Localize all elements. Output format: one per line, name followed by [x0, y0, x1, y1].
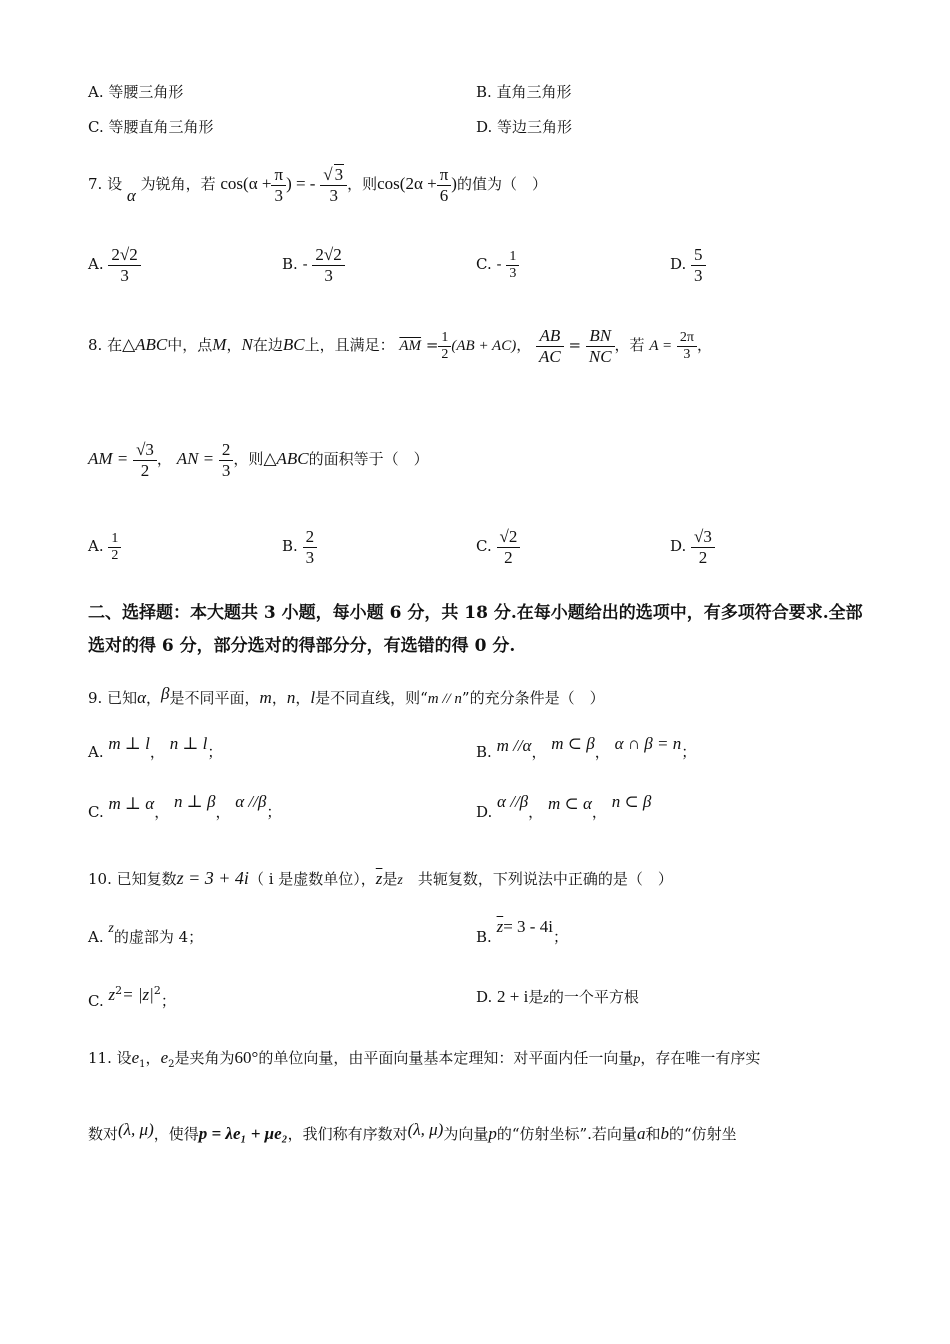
q10-d-label: D.: [476, 988, 493, 1006]
q8-stem-line2: AM = $\frac{√3}{2}$ ， AN = $\frac{2}{3}$ ，则△ABC的面积等于（ ）: [88, 439, 429, 480]
q10-b-value: = 3 - 4i: [503, 917, 553, 936]
q8-text6: 的面积等于（ ）: [308, 450, 429, 468]
q9-d-comma2: ，: [591, 803, 607, 821]
q8-am-lhs: AM =: [88, 449, 129, 468]
q10-b-zbar: $\overline{z}$: [496, 917, 504, 936]
q8-sep: ，: [226, 336, 242, 354]
q8-half-den: 2: [441, 346, 449, 362]
q8-triangle2: △ABC: [263, 449, 309, 468]
q7-pi-over-3: [271, 165, 286, 206]
q11-vec-a: a: [636, 1124, 646, 1143]
q7-pi-b: π: [437, 165, 452, 186]
q9-b-comma1: ，: [531, 743, 547, 761]
q7-pi: π: [271, 165, 286, 186]
q8-text1: 中，点: [167, 336, 213, 354]
q7-option-a: [88, 238, 141, 290]
q7-number: 7. 设: [88, 175, 123, 193]
q7-d-value: [691, 245, 706, 286]
q11-number: 11. 设: [88, 1049, 132, 1067]
q11-pair: (λ, μ): [118, 1120, 154, 1139]
q8-nc: NC: [588, 346, 612, 366]
q9-a-label: A.: [88, 743, 104, 761]
q9-b-label: B.: [476, 743, 492, 761]
q10-number: 10. 已知复数: [88, 870, 177, 888]
q7-ask: 的值为（ ）: [456, 175, 547, 193]
q7-stem: [88, 162, 547, 206]
q8-point-n: N: [241, 335, 253, 354]
q11-line2-c: ，我们称有序数对: [287, 1125, 408, 1143]
q8-number: 8. 在: [88, 336, 123, 354]
q10-c-end: ；: [160, 992, 176, 1010]
q8-am-text: $\overline{AM}$: [399, 338, 422, 354]
q8-ab: AB: [536, 326, 564, 347]
q11-line2-g: 的“仿射坐: [668, 1125, 737, 1143]
q8-ratio-ab-ac: [536, 326, 564, 367]
q7-then: ，则: [347, 175, 378, 193]
q9-n: n: [286, 688, 296, 707]
q10-c-label: C.: [88, 992, 104, 1010]
q11-text-b: 是夹角为: [174, 1049, 235, 1067]
q8-option-b: [282, 520, 317, 572]
q11-text-d: ，存在唯一有序实: [640, 1049, 761, 1067]
q7-b-label: B.: [282, 255, 298, 273]
q10-option-b: [476, 917, 568, 954]
q7-three: 3: [274, 185, 284, 205]
q11-p: p: [633, 1052, 641, 1067]
q7-a-value: [108, 245, 140, 286]
q9-d-label: D.: [476, 803, 493, 821]
q8-d-label: D.: [670, 537, 687, 555]
section-2-heading: 二、选择题：本大题共 3 小题，每小题 6 分，共 18 分.在每小题给出的选项中，有多项符合要求.全部选对的得 6 分，部分选对的得部分分，有选错的得 0 分.: [88, 603, 863, 656]
q8-b-label: B.: [282, 537, 298, 555]
q11-line2-a: 数对: [88, 1125, 119, 1143]
q10-b-end: ；: [552, 928, 568, 946]
q7-b-num: 2√2: [312, 245, 344, 266]
q9-text-d: ”的充分条件是（ ）: [461, 689, 605, 707]
q9-b2: m ⊂ β: [551, 734, 595, 753]
q7-d-den: 3: [694, 265, 703, 285]
q10-option-c: [88, 980, 176, 1018]
q11-stem-line1: [88, 1048, 760, 1075]
q9-a-comma: ，: [149, 743, 165, 761]
q11-degree: 60°: [234, 1048, 259, 1067]
q11-sep: ，: [145, 1049, 161, 1067]
q7-c-label: C.: [476, 255, 492, 273]
q8-option-c: [476, 520, 520, 572]
q10-d-text1: 是: [528, 988, 544, 1006]
q8-ac: AC: [539, 346, 561, 366]
q8-c-num: √2: [497, 527, 521, 548]
q8-angle-num: 2π: [677, 330, 697, 347]
q7-target-lhs: cos(2α +: [377, 174, 437, 193]
q10-text-d: 共轭复数，下列说法中正确的是（ ）: [417, 870, 673, 888]
q8-am-value: [133, 440, 157, 481]
q10-d-expr: 2 + i: [497, 987, 529, 1006]
q7-d-label: D.: [670, 255, 687, 273]
q10-c-abs: = |z|: [122, 985, 154, 1004]
q8-text4: ，若: [614, 336, 645, 354]
q9-m: m: [259, 688, 272, 707]
q6-option-b: B. 直角三角形: [476, 83, 572, 101]
q7-sqrt3-over-3: $\frac{√ 3}{3}$: [320, 164, 347, 206]
q10-zbar: $\overline{z}$: [375, 869, 383, 888]
q9-c2: n ⊥ β: [173, 792, 216, 811]
q9-option-c: [88, 792, 282, 826]
q10-z: z: [397, 873, 403, 888]
q8-a-label: A.: [88, 537, 104, 555]
q8-c-label: C.: [476, 537, 492, 555]
q7-den3: 3: [329, 186, 338, 205]
q10-option-d: [476, 980, 639, 1016]
q10-a-z: z: [108, 921, 114, 936]
q7-b-den: 3: [324, 265, 333, 285]
q7-target-rhs: ): [451, 174, 457, 193]
q8-ratio-bn-nc: [586, 326, 615, 367]
q8-text3: 上，且满足：: [304, 336, 395, 354]
q7-c-value: [506, 249, 519, 282]
q9-a1: m ⊥ l: [108, 734, 150, 753]
q11-sub2: 2: [168, 1059, 175, 1070]
q7-d-num: 5: [691, 245, 706, 266]
q11-text-c: 的单位向量，由平面向量基本定理知：对平面内任一向量: [258, 1049, 634, 1067]
q10-a-label: A.: [88, 928, 104, 946]
q7-c-den: 3: [509, 265, 517, 281]
q11-vec-b: b: [660, 1124, 669, 1143]
q9-d-comma1: ，: [528, 803, 544, 821]
q11-e1: e: [131, 1048, 140, 1067]
q10-d-z: z: [543, 991, 549, 1006]
q7-var: α: [126, 186, 136, 205]
q8-an-value: [219, 440, 234, 481]
q9-c-comma1: ，: [154, 803, 170, 821]
q7-a-den: 3: [120, 265, 129, 285]
q11-line2-d: 为向量: [443, 1125, 489, 1143]
q9-c1: m ⊥ α: [108, 794, 155, 813]
q9-c-comma2: ，: [215, 803, 231, 821]
q7-cond-eq: ) = -: [286, 174, 316, 193]
q11-line2-b: ，使得: [153, 1125, 199, 1143]
q7-text: 为锐角，若: [140, 175, 216, 193]
q8-triangle: △ABC: [122, 335, 168, 354]
q8-side-bc: BC: [282, 335, 305, 354]
q10-d-text2: 的一个平方根: [548, 988, 639, 1006]
q8-b-value: [303, 527, 318, 568]
q9-relation: m // n: [427, 691, 462, 707]
q10-a-text: 的虚部为 4；: [113, 928, 204, 946]
q8-d-value: [691, 527, 715, 568]
q9-option-d: [476, 792, 652, 826]
q10-c-sup1: 2: [115, 984, 123, 997]
q10-option-a: [88, 920, 203, 956]
q9-stem: 9. 已知α，β是不同平面，m，n，l是不同直线，则“m // n”的充分条件是（ ）: [88, 684, 605, 707]
q7-sqrt3: 3: [334, 165, 344, 184]
q10-c-z: z: [108, 985, 116, 1004]
q9-b-semi: ；: [681, 743, 697, 761]
q11-sub1: 1: [139, 1059, 146, 1070]
q8-option-a: [88, 520, 121, 572]
q9-b3: α ∩ β = n: [614, 734, 682, 753]
q8-am-den: 2: [140, 460, 150, 480]
q11-expr: p = λe₁ + μe₂: [198, 1124, 288, 1143]
q9-l: l: [310, 688, 316, 707]
q8-a-num: 1: [108, 531, 121, 548]
q9-b1: m //α: [496, 736, 532, 755]
q8-angle-value: [677, 330, 697, 363]
q6-option-c: C. 等腰直角三角形: [88, 118, 214, 136]
q9-c-semi: ；: [266, 803, 282, 821]
q9-d1: α //β: [497, 792, 529, 811]
q10-stem: [88, 868, 673, 891]
q7-option-d: [670, 238, 706, 290]
q8-point-m: M: [212, 335, 227, 354]
q8-text2: 在边: [252, 336, 283, 354]
q9-number: 9. 已知: [88, 689, 138, 707]
q10-b-expr: [497, 918, 553, 936]
q10-text-b: （ i 是虚数单位），: [248, 870, 376, 888]
q8-an-den: 3: [221, 460, 231, 480]
q9-a-semi: ；: [207, 743, 223, 761]
q9-a2: n ⊥ l: [169, 734, 208, 753]
q8-option-d: [670, 520, 715, 572]
q9-b-comma2: ，: [594, 743, 610, 761]
q7-b-value: [312, 245, 344, 286]
q8-am-num: √3: [133, 440, 157, 461]
q8-half: [438, 330, 451, 363]
q10-z-def: z = 3 + 4i: [176, 868, 249, 888]
q9-d3: n ⊂ β: [611, 792, 652, 811]
q7-pi-over-6: [437, 165, 452, 206]
q8-angle-den: 3: [683, 346, 691, 362]
q8-half-num: 1: [438, 330, 451, 347]
q8-a-value: [108, 531, 121, 564]
q8-bn: BN: [586, 326, 615, 347]
q9-beta: β: [161, 684, 170, 703]
q10-text-c: 是: [382, 870, 398, 888]
q8-c-value: [497, 527, 521, 568]
q8-an-num: 2: [219, 440, 234, 461]
q11-stem-line2: [88, 1120, 737, 1144]
q8-stem: 8. 在△ABC中，点M，N在边BC上，且满足： $\overline{AM}$ = $\frac{1}{2}$ (AB + AC)， $\frac{AB}{AC}$ = $\frac{BN}{NC}$ ，若 A = $\frac{2\pi}{3}$ ，: [88, 325, 712, 366]
q7-six: 6: [439, 185, 449, 205]
q9-text-b: 是不同平面，: [169, 689, 260, 707]
q7-option-c: C. - $\frac{1}{3}$: [476, 238, 519, 290]
q11-e2: e: [160, 1048, 169, 1067]
q10-c-sup2: 2: [153, 984, 161, 997]
q8-an-lhs: AN =: [176, 449, 215, 468]
q7-a-num: 2√2: [108, 245, 140, 266]
q11-pair2: (λ, μ): [407, 1120, 444, 1139]
q11-line2-e: 的“仿射坐标”.若向量: [496, 1125, 637, 1143]
q7-option-b: B. - $\frac{2√2}{3}$: [282, 238, 345, 290]
q9-option-b: [476, 734, 697, 766]
q7-c-num: 1: [506, 249, 519, 266]
q8-b-den: 3: [305, 547, 315, 567]
q11-p2: p: [488, 1124, 497, 1143]
q8-d-num: √3: [691, 527, 715, 548]
q10-c-expr: [109, 986, 161, 1004]
q6-option-a: A. 等腰三角形: [88, 83, 184, 101]
q8-vec-sum: (AB + AC): [451, 338, 517, 354]
q9-alpha: α: [137, 688, 147, 707]
q6-option-d: D. 等边三角形: [476, 118, 573, 136]
q9-c-label: C.: [88, 803, 104, 821]
q8-text5: ，则: [233, 450, 264, 468]
q8-angle-a: A =: [649, 338, 673, 354]
q9-d2: m ⊂ α: [547, 794, 592, 813]
q7-a-label: A.: [88, 255, 104, 273]
q8-d-den: 2: [698, 547, 708, 567]
q8-c-den: 2: [504, 547, 513, 567]
q9-option-a: [88, 734, 223, 766]
q9-c3: α //β: [235, 792, 267, 811]
q8-vec-am: [399, 338, 421, 354]
q8-b-num: 2: [303, 527, 318, 548]
q7-cond-lhs: cos(α +: [220, 174, 272, 193]
q9-text-c: 是不同直线，则“: [315, 689, 428, 707]
q11-line2-f: 和: [645, 1125, 661, 1143]
q10-b-label: B.: [476, 928, 492, 946]
q8-a-den: 2: [111, 547, 119, 563]
